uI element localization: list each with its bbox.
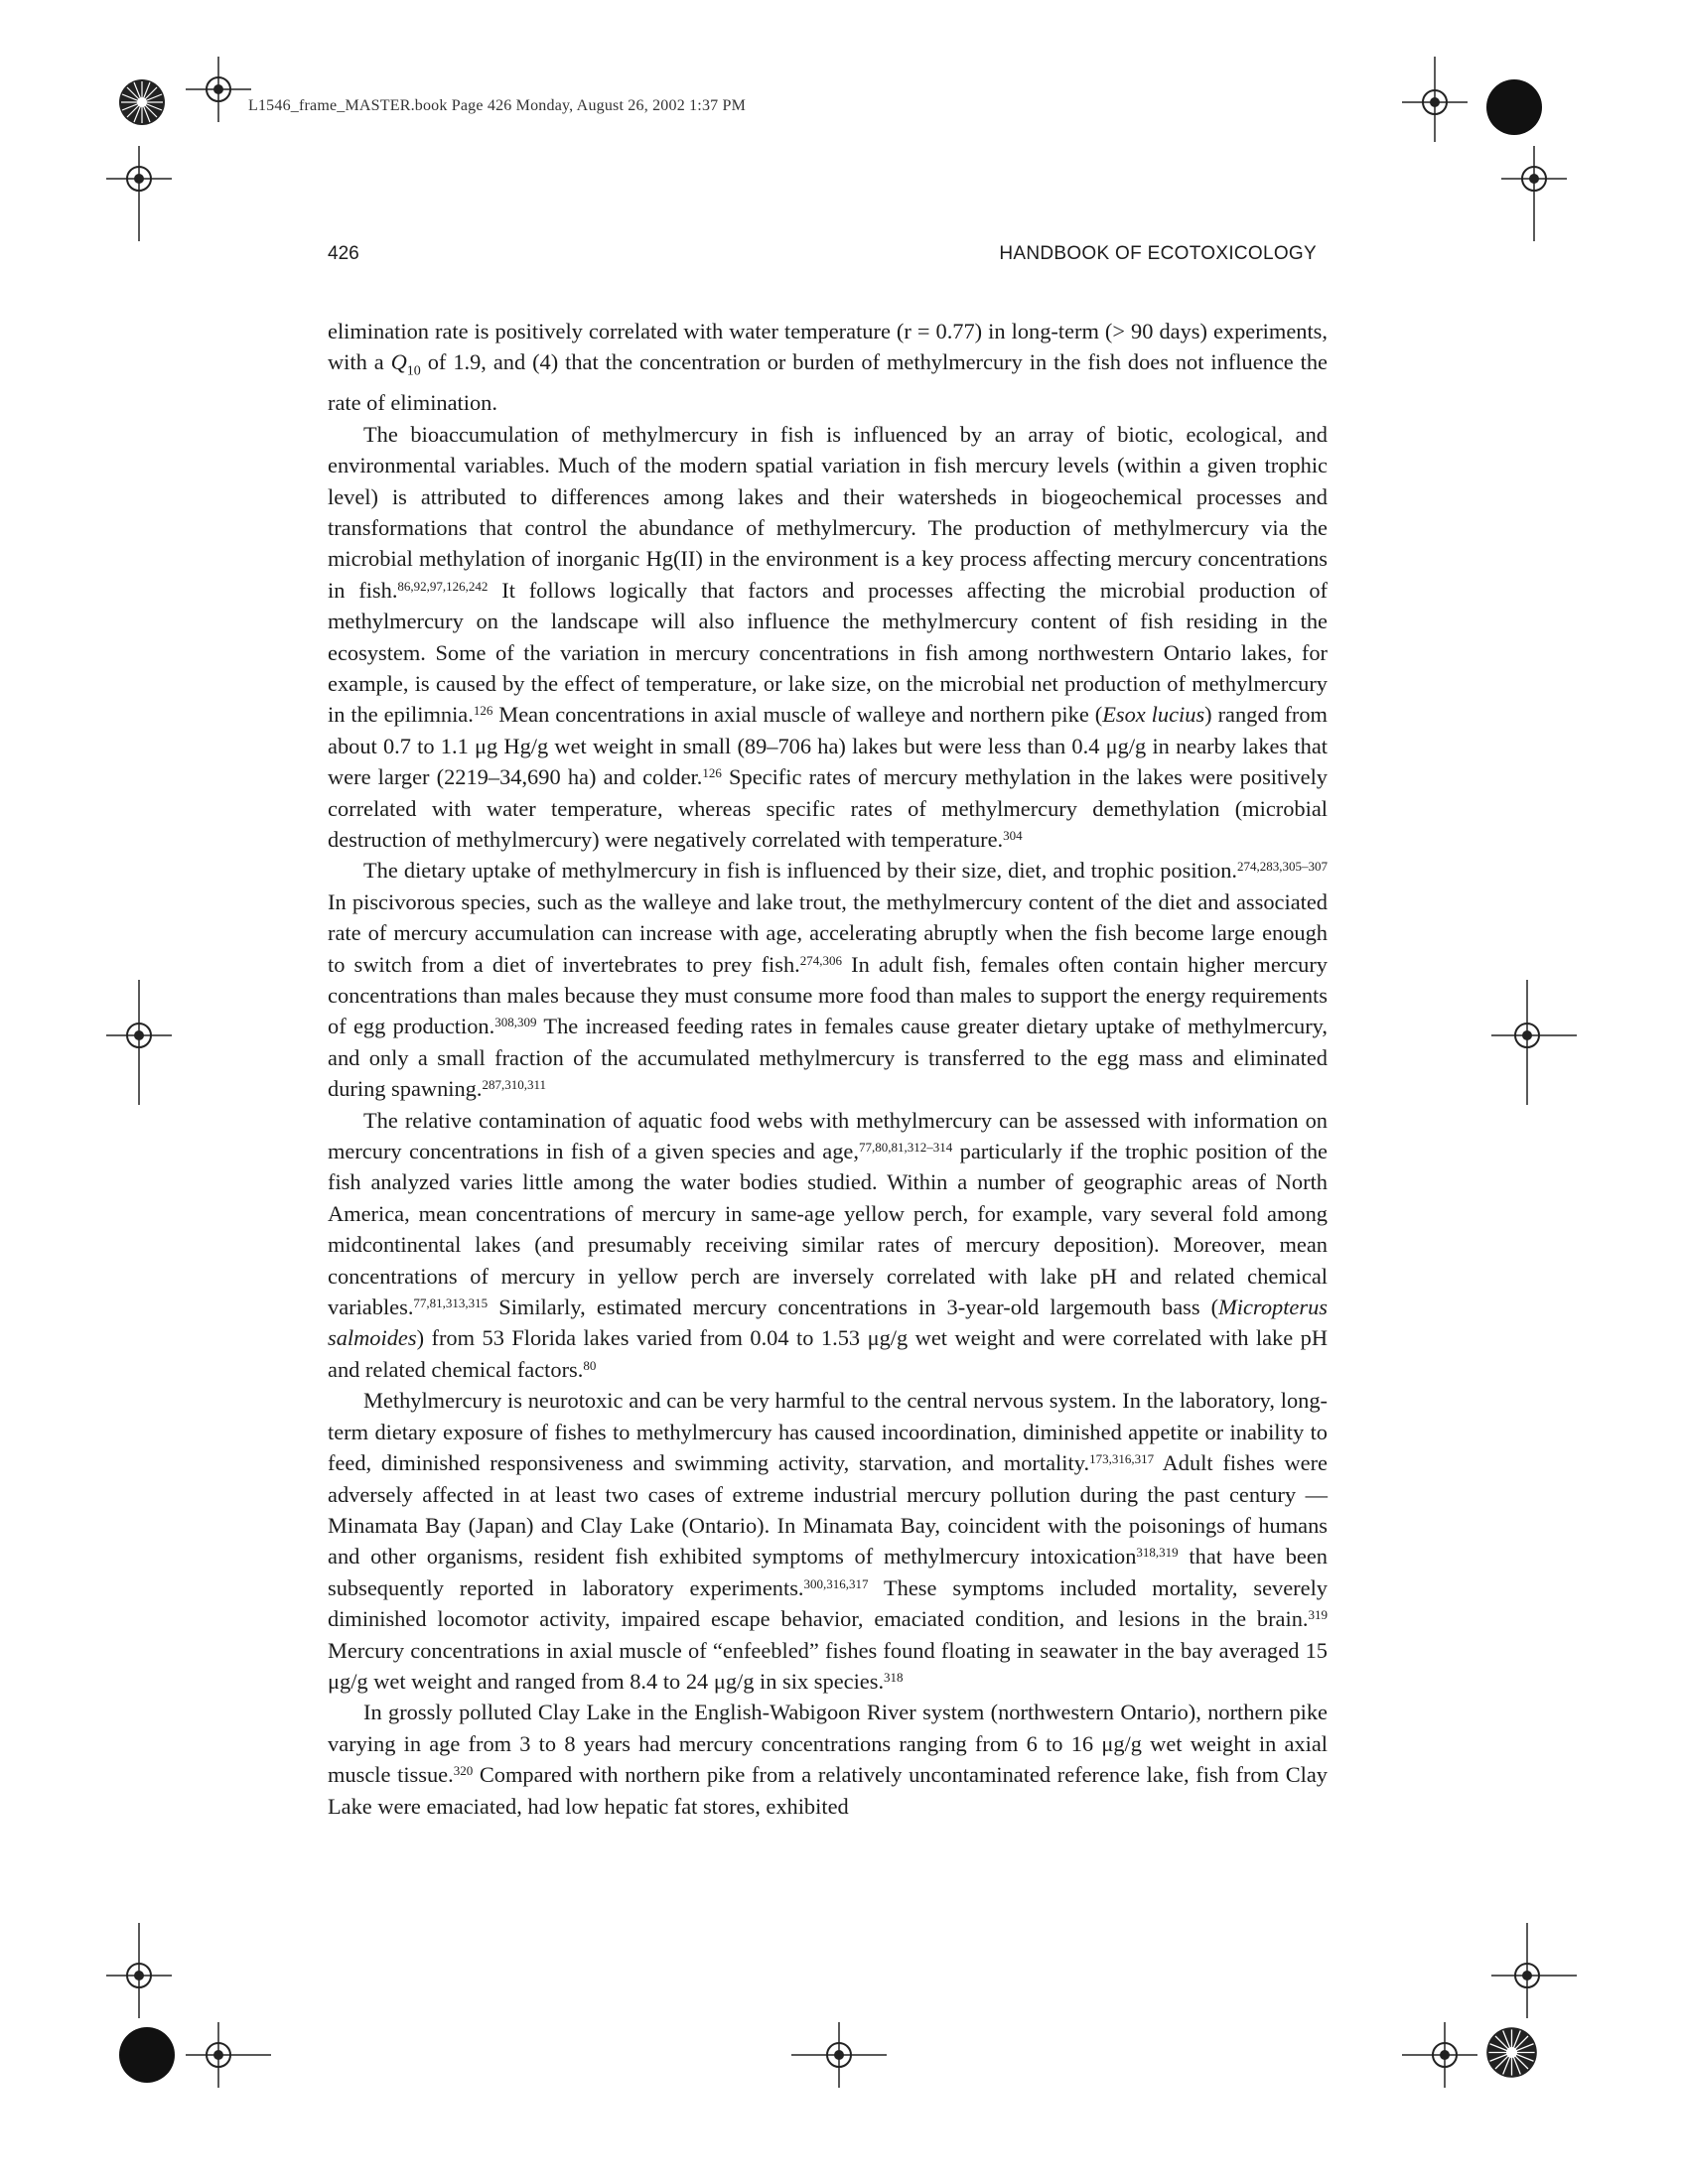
text-run: It follows logically that factors and processes affecting the microbial production of methylmercury on the landscape will also influence the methylmercury content of fish residing in the ecosystem. Some of the variation in mercury concentrations in fish among northwestern Ontario lakes, for example, is caused by the effect of temperature, or lake size, on the microbial net production of methylmercury in the epilimnia. — [328, 577, 1328, 728]
text-run: In grossly polluted Clay Lake in the English-Wabigoon River system (northwestern Ontario), northern pike varying in age from 3 to 8 years had mercury concentrations ranging from 6 to 16 μg/g wet weight in axial muscle tissue. — [328, 1700, 1328, 1788]
crosshair-mark-icon — [789, 2020, 889, 2090]
citation-ref: 287,310,311 — [482, 1077, 547, 1093]
italic-term: Micropterus salmoides — [328, 1295, 1328, 1351]
paragraph — [328, 855, 1328, 1104]
text-run: The dietary uptake of methylmercury in fish is influenced by their size, diet, and trophic position. — [363, 858, 1237, 884]
citation-ref: 126 — [702, 765, 722, 781]
citation-ref: 318 — [884, 1669, 904, 1685]
registration-dot-icon — [117, 2025, 177, 2085]
paragraph — [328, 1697, 1328, 1822]
paragraph — [328, 1105, 1328, 1386]
text-run: that have been subsequently reported in laboratory experiments. — [328, 1544, 1328, 1600]
text-run: elimination rate is positively correlated with water temperature (r = 0.77) in long-term (> 90 days) experiments, with a — [328, 319, 1328, 375]
crosshair-mark-icon — [104, 978, 174, 1107]
page-number: 426 — [328, 243, 359, 264]
crosshair-mark-icon — [1400, 55, 1470, 144]
paragraph — [328, 1385, 1328, 1697]
crosshair-mark-icon — [104, 1921, 174, 2020]
text-run: of 1.9, and (4) that the concentration or burden of methylmercury in the fish does not influence the rate of elimination. — [328, 349, 1328, 416]
text-run: Mercury concentrations in axial muscle of “enfeebled” fishes found floating in seawater in the bay averaged 15 μg/g wet weight and ranged from 8.4 to 24 μg/g in six species. — [328, 1637, 1328, 1694]
citation-ref: 319 — [1308, 1607, 1328, 1623]
citation-ref: 77,81,313,315 — [413, 1296, 489, 1311]
text-run: The bioaccumulation of methylmercury in fish is influenced by an array of biotic, ecological, and environmental variables. Much of the modern spatial variation in fish mercury levels (within a given trophic level) is attributed to differences among lakes and their watersheds in biogeochemical processes and transformations that control the abundance of methylmercury. The production of methylmercury via the microbial methylation of inorganic Hg(II) in the environment is a key process affecting mercury concentrations in fish. — [328, 421, 1328, 603]
subscript: 10 — [406, 363, 421, 379]
crosshair-mark-icon — [184, 2020, 273, 2090]
text-run: Compared with northern pike from a relatively uncontaminated reference lake, fish from Clay Lake were emaciated, had low hepatic fat stores, exhibited — [328, 1762, 1328, 1819]
crosshair-mark-icon — [184, 55, 253, 124]
citation-ref: 86,92,97,126,242 — [397, 578, 489, 594]
registration-dot-icon — [1484, 77, 1544, 137]
citation-ref: 300,316,317 — [803, 1575, 869, 1591]
text-run: Mean concentrations in axial muscle of walleye and northern pike ( — [492, 702, 1103, 728]
body-text — [328, 316, 1328, 1822]
crosshair-mark-icon — [1400, 2020, 1479, 2090]
text-run: ) ranged from about 0.7 to 1.1 μg Hg/g wet weight in small (89–706 ha) lakes but were less than 0.4 μg/g in nearby lakes that were larger (2219–34,690 ha) and colder. — [328, 702, 1328, 790]
citation-ref: 80 — [583, 1357, 597, 1373]
citation-ref: 320 — [453, 1763, 474, 1779]
text-run: Similarly, estimated mercury concentrations in 3-year-old largemouth bass ( — [488, 1295, 1219, 1320]
crosshair-mark-icon — [1499, 144, 1569, 243]
citation-ref: 308,309 — [494, 1015, 537, 1030]
citation-ref: 77,80,81,312–314 — [858, 1140, 953, 1156]
book-slug: L1546_frame_MASTER.book Page 426 Monday, August 26, 2002 1:37 PM — [248, 97, 747, 114]
registration-sunburst-icon — [117, 77, 167, 127]
text-run: In adult fish, females often contain higher mercury concentrations than males because they must consume more food than males to support the energy requirements of egg production. — [328, 951, 1328, 1039]
registration-sunburst-icon — [1484, 2025, 1539, 2080]
paragraph — [328, 316, 1328, 419]
paragraph — [328, 419, 1328, 856]
citation-ref: 173,316,317 — [1089, 1451, 1155, 1467]
text-run: Specific rates of mercury methylation in the lakes were positively correlated with water temperature, whereas specific rates of methylmercury demethylation (microbial destruction of methylmercury) were negatively correlated with temperature. — [328, 764, 1329, 852]
crosshair-mark-icon — [104, 144, 174, 243]
citation-ref: 126 — [473, 703, 493, 719]
citation-ref: 318,319 — [1136, 1545, 1179, 1561]
text-run: The increased feeding rates in females cause greater dietary uptake of methylmercury, and only a small fraction of the accumulated methylmercury is transferred to the egg mass and eliminated during spawning. — [328, 1014, 1329, 1102]
text-run: ) from 53 Florida lakes varied from 0.04 to 1.53 μg/g wet weight and were correlated with lake pH and related chemical factors. — [328, 1325, 1328, 1382]
crosshair-mark-icon — [1489, 1921, 1579, 2020]
citation-ref: 274,283,305–307 — [1237, 859, 1328, 875]
text-run: particularly if the trophic position of the fish analyzed varies little among the water bodies studied. Within a number of geographic areas of North America, mean concentrations of mercury in same-age yellow perch, for example, vary several fold among midcontinental lakes (and presumably receiving similar rates of mercury deposition). Moreover, mean concentrations of mercury in yellow perch are inversely correlated with lake pH and related chemical variables. — [328, 1139, 1328, 1320]
running-head: HANDBOOK OF ECOTOXICOLOGY — [999, 243, 1317, 264]
text-run: Methylmercury is neurotoxic and can be very harmful to the central nervous system. In the laboratory, long-term dietary exposure of fishes to methylmercury has caused incoordination, diminished appetite or inability to feed, diminished responsiveness and swimming activity, starvation, and mortality. — [328, 1388, 1328, 1476]
text-run: Adult fishes were adversely affected in at least two cases of extreme industrial mercury pollution during the past century — Minamata Bay (Japan) and Clay Lake (Ontario). In Minamata Bay, coincident with the poisonings of humans and other organisms, resident fish exhibited symptoms of methylmercury intoxication — [328, 1450, 1328, 1570]
citation-ref: 304 — [1003, 827, 1023, 843]
text-run: The relative contamination of aquatic food webs with methylmercury can be assessed with information on mercury concentrations in fish of a given species and age, — [328, 1107, 1328, 1164]
text-run: These symptoms included mortality, severely diminished locomotor activity, impaired escape behavior, emaciated condition, and lesions in the brain. — [328, 1574, 1328, 1632]
italic-term: Q — [390, 349, 407, 375]
crosshair-mark-icon — [1489, 978, 1579, 1107]
italic-term: Esox lucius — [1102, 702, 1205, 728]
citation-ref: 274,306 — [799, 952, 843, 968]
text-run: In piscivorous species, such as the walleye and lake trout, the methylmercury content of the diet and associated rate of mercury accumulation can increase with age, accelerating abruptly when the fish become large enough to switch from a diet of invertebrates to prey fish. — [328, 888, 1328, 977]
